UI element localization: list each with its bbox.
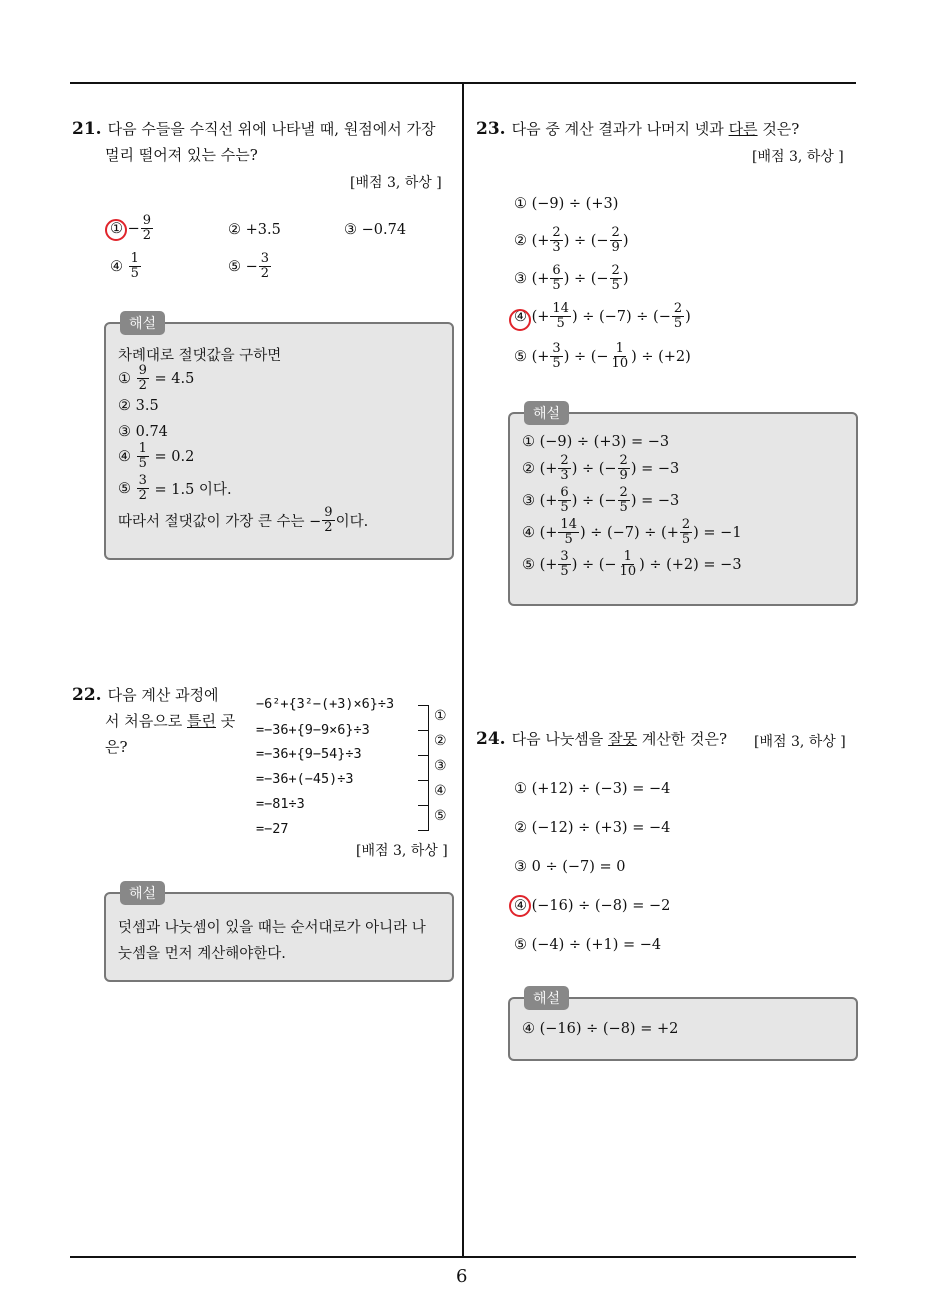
answer-circle-mark — [105, 219, 127, 241]
solution-line: 따라서 절댓값이 가장 큰 수는 − $\frac{9}{2}$ 이다. — [118, 505, 369, 535]
question-21 — [72, 116, 457, 168]
score-label: [배점 3, 하상 ] — [754, 734, 846, 750]
solution-line: ⑤ (+ $\frac{3}{5}$ ) ÷ (− $\frac{1}{10}$ ) ÷ (+2) = −3 — [522, 549, 742, 579]
step-bracket — [418, 730, 429, 756]
solution-line: 덧셈과 나눗셈이 있을 때는 순서대로가 아니라 나 — [118, 920, 426, 936]
choice-3[interactable]: ③ 0 ÷ (−7) = 0 — [514, 859, 626, 875]
solution-badge: 해설 — [524, 986, 569, 1010]
question-number: 24. — [476, 729, 506, 749]
step-bracket — [418, 755, 429, 781]
step-bracket — [418, 805, 429, 831]
choice-5[interactable]: ⑤ (−4) ÷ (+1) = −4 — [514, 937, 662, 953]
solution-line: ⑤ $\frac{3}{2}$ = 1.5 이다. — [118, 473, 232, 503]
choice-1[interactable]: ① (+12) ÷ (−3) = −4 — [514, 781, 671, 797]
calc-step: =−36+(−45)÷3 — [256, 771, 354, 787]
solution-line: 눗셈을 먼저 계산해야한다. — [118, 946, 286, 962]
choice-3[interactable]: ③ (+ $\frac{6}{5}$ ) ÷ (− $\frac{2}{5}$ ) — [514, 263, 629, 293]
choice-3[interactable]: ③ −0.74 — [344, 222, 407, 238]
calc-step: =−36+{9−54}÷3 — [256, 746, 362, 762]
step-bracket — [418, 780, 429, 806]
calc-step: =−81÷3 — [256, 796, 305, 812]
fraction: $\frac{9}{2}$ — [142, 213, 152, 243]
solution-box-22 — [104, 886, 454, 982]
calc-step: −6²+{3²−(+3)×6}÷3 — [256, 696, 395, 712]
solution-box-24 — [508, 991, 858, 1061]
question-23: 23. 다음 중 계산 결과가 나머지 넷과 다른 것은? — [476, 119, 800, 139]
solution-badge: 해설 — [524, 401, 569, 425]
solution-badge: 해설 — [120, 311, 165, 335]
answer-circle-mark — [509, 309, 531, 331]
solution-line: ④ (−16) ÷ (−8) = +2 — [522, 1021, 679, 1037]
solution-line: ② 3.5 — [118, 398, 159, 414]
choice-4[interactable]: ④ (+ $\frac{14}{5}$ ) ÷ (−7) ÷ (− $\frac{2}{5}$ ) — [514, 301, 691, 331]
question-number: 22. — [72, 685, 102, 705]
step-label[interactable]: ① — [434, 708, 447, 724]
solution-line: 차례대로 절댓값을 구하면 — [118, 348, 282, 364]
calc-step: =−27 — [256, 821, 289, 837]
choice-2[interactable]: ② (+ $\frac{2}{3}$ ) ÷ (− $\frac{2}{9}$ ) — [514, 225, 629, 255]
question-text: 멀리 떨어져 있는 수는? — [105, 146, 258, 164]
choice-4[interactable]: ④ $\frac{1}{5}$ — [110, 251, 139, 281]
question-22: 22. 다음 계산 과정에 서 처음으로 틀린 곳 은? — [72, 685, 236, 756]
question-24: 24. 다음 나눗셈을 잘못 계산한 것은? — [476, 729, 728, 749]
solution-line: ④ (+ $\frac{14}{5}$ ) ÷ (−7) ÷ (+ $\frac{2}{5}$ ) = −1 — [522, 517, 742, 547]
solution-line: ② (+ $\frac{2}{3}$ ) ÷ (− $\frac{2}{9}$ ) = −3 — [522, 453, 680, 483]
column-divider — [462, 82, 464, 1258]
choice-1[interactable]: ① (−9) ÷ (+3) — [514, 196, 619, 212]
solution-box-23 — [508, 406, 858, 606]
score-label: [배점 3, 하상 ] — [350, 175, 442, 191]
choice-2[interactable]: ② +3.5 — [228, 222, 281, 238]
step-label[interactable]: ② — [434, 733, 447, 749]
choice-5[interactable]: ⑤ (+ $\frac{3}{5}$ ) ÷ (− $\frac{1}{10}$ ) ÷ (+2) — [514, 341, 691, 371]
fraction: $\frac{3}{2}$ — [260, 251, 270, 281]
choice-5[interactable]: ⑤ − $\frac{3}{2}$ — [228, 251, 270, 281]
answer-circle-mark — [509, 895, 531, 917]
calc-step: =−36+{9−9×6}÷3 — [256, 722, 370, 738]
underlined-word: 다른 — [728, 120, 758, 138]
bottom-rule — [70, 1256, 856, 1258]
choice-2[interactable]: ② (−12) ÷ (+3) = −4 — [514, 820, 671, 836]
score-label: [배점 3, 하상 ] — [356, 843, 448, 859]
step-label[interactable]: ⑤ — [434, 808, 447, 824]
choice-1[interactable]: ① − $\frac{9}{2}$ — [110, 213, 152, 243]
choice-4[interactable]: ④ (−16) ÷ (−8) = −2 — [514, 898, 671, 914]
score-label: [배점 3, 하상 ] — [752, 149, 844, 165]
question-text: 다음 수들을 수직선 위에 나타낼 때, 원점에서 가장 — [107, 120, 436, 138]
solution-badge: 해설 — [120, 881, 165, 905]
step-bracket — [418, 705, 429, 731]
step-label[interactable]: ③ — [434, 758, 447, 774]
step-label[interactable]: ④ — [434, 783, 447, 799]
solution-box-21 — [104, 316, 454, 560]
question-number: 21. — [72, 119, 102, 139]
page-number: 6 — [456, 1266, 468, 1287]
solution-line: ④ $\frac{1}{5}$ = 0.2 — [118, 441, 195, 471]
underlined-word: 잘못 — [608, 730, 638, 748]
underlined-word: 틀린 — [187, 712, 216, 730]
fraction: $\frac{1}{5}$ — [130, 251, 139, 281]
question-number: 23. — [476, 119, 506, 139]
solution-line: ① $\frac{9}{2}$ = 4.5 — [118, 363, 195, 393]
solution-line: ③ 0.74 — [118, 424, 168, 440]
solution-line: ③ (+ $\frac{6}{5}$ ) ÷ (− $\frac{2}{5}$ ) = −3 — [522, 485, 680, 515]
solution-line: ① (−9) ÷ (+3) = −3 — [522, 434, 670, 450]
